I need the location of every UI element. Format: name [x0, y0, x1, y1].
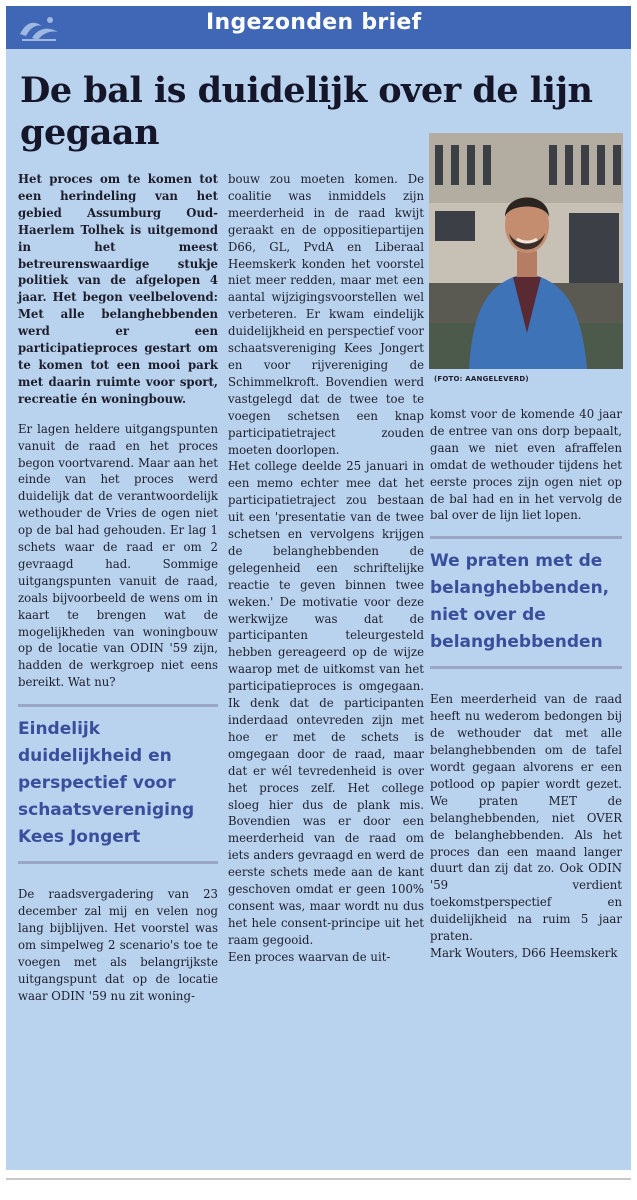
article-lead: Het proces om te komen tot een herindeling van het gebied Assumburg Oud-Haerlem Tolhek is uitgemond in het meest betreurenswaardige stukje politiek van de afgelopen 4 jaar. Het begon veelbelovend: Met alle belanghebbenden werd er een participatieproces gestart om te komen tot een mooi park met daarin ruimte voor sport, recreatie én woningbouw.: [18, 172, 218, 406]
photo-caption: (FOTO: AANGELEVERD): [434, 375, 529, 383]
article-column-3: [430, 406, 622, 975]
article-paragraph: Een proces waarvan de uit-: [228, 949, 391, 964]
article-page: [6, 6, 631, 1170]
article-column-2: [228, 171, 424, 966]
article-paragraph: Een meerderheid van de raad heeft nu wederom bedongen bij de wethouder dat met alle belanghebbenden om de tafel wordt gegaan alvorens er een potlood op papier wordt gezet. We praten MET de belanghebbenden, niet OVER de belanghebbenden. Als het proces dan een maand langer duurt dan zij dat zo. Ook ODIN '59 verdient toekomstperspectief en duidelijkheid na ruim 5 jaar praten.: [430, 692, 622, 944]
section-header: [6, 6, 631, 49]
author-portrait-image: [429, 133, 623, 369]
pull-quote: Eindelijk duidelijkheid en perspectief voor schaatsvereniging Kees Jongert: [18, 704, 218, 864]
pull-quote: We praten met de belanghebbenden, niet over de belanghebbenden: [430, 536, 622, 669]
article-paragraph: De raadsvergadering van 23 december zal mij en velen nog lang bijblijven. Het voorstel was om simpelweg 2 scenario's toe te voegen met als belangrijkste uitgangspunt dat op de locatie waar ODIN '59 nu zit woning-: [18, 887, 218, 1003]
article-paragraph: komst voor de komende 40 jaar de entree van ons dorp bepaalt, gaan we niet even afraffelen omdat de wethouder tijdens het eerste proces zijn ogen niet op de bal had en in het vervolg de bal over de lijn liet lopen.: [430, 407, 622, 523]
article-paragraph: Er lagen heldere uitgangspunten vanuit de raad en het proces begon voortvarend. Maar aan het einde van het proces werd duidelijk dat de verantwoordelijk wethouder de Vries de ogen niet op de bal had gehouden. Er lag 1 schets waar de raad er om 2 gevraagd had. Sommige uitgangspunten vanuit de raad, zoals bijvoorbeeld de wens om in kaart te brengen wat de mogelijkheden van woningbouw op de locatie van ODIN '59 zijn, hadden de werkgroep niet eens bereikt. Wat nu?: [18, 421, 218, 690]
page-divider: [6, 1178, 631, 1180]
article-paragraph: bouw zou moeten komen. De coalitie was inmiddels zijn meerderheid in de raad kwijt geraakt en de oppositiepartijen D66, GL, PvdA en Liberaal Heemskerk konden het voorstel niet meer redden, maar met een aantal wijzigingsvoorstellen wel verbeteren. Er kwam eindelijk duidelijkheid en perspectief voor schaatsvereniging Kees Jongert en voor rijvereniging de Schimmelkroft. Bovendien werd vastgelegd dat de twee toe te voegen schetsen een knap participatietraject zouden moeten doorlopen.: [228, 172, 424, 457]
article-headline: De bal is duidelijk over de lijn gegaan: [20, 70, 593, 153]
article-column-1: [18, 171, 218, 1005]
author-signature: Mark Wouters, D66 Heemskerk: [430, 945, 618, 960]
author-photo: [429, 133, 623, 369]
newspaper-logo-icon: [16, 12, 62, 44]
article-paragraph: Het college deelde 25 januari in een memo echter mee dat het participatietraject zou bestaan uit een 'presentatie van de twee schetsen en vervolgens krijgen de belanghebbenden de gelegenheid een schriftelijke reactie te geven binnen twee weken.' De motivatie voor deze werkwijze was dat de participanten teleurgesteld hebben gereageerd op de wijze waarop met de uitkomst van het participatieproces is omgegaan. Ik denk dat de participanten inderdaad ontevreden zijn met hoe er met de schets is omgegaan door de raad, maar dat er wél tevredenheid is over het proces zelf. Het college sloeg hier dus de plank mis. Bovendien was er door een meerderheid van de raad om iets anders gevraagd en werd de eerste schets mede aan de kant geschoven omdat er geen 100% consent was, maar wordt nu dus het hele consent-principe uit het raam gegooid.: [228, 459, 424, 947]
section-title: Ingezonden brief: [206, 10, 422, 35]
